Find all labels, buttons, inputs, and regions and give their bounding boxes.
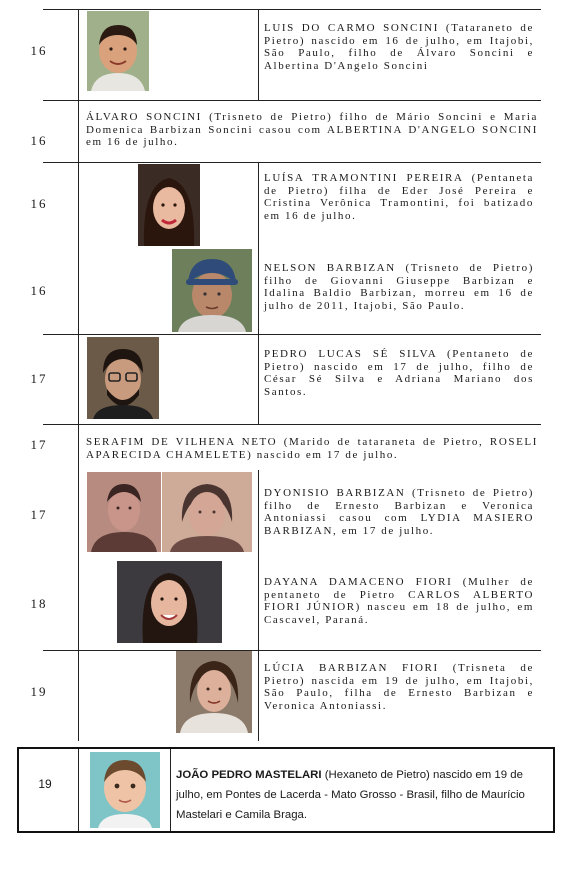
portrait-icon <box>87 337 159 419</box>
last-divider-2 <box>170 749 171 831</box>
entry-text: NELSON BARBIZAN (Trisneto de Pietro) filho de Giovanni Giuseppe Barbizan e Idalina Baldio Barbizan, morreu em 16 de julho de 2011, Itajobi, São Paulo. <box>264 262 534 312</box>
photo-nelson-barbizan <box>172 249 252 332</box>
column-divider-left <box>78 9 79 741</box>
table-top-border <box>43 9 541 10</box>
entry-name: JOÃO PEDRO MASTELARI <box>176 769 322 781</box>
photo-luis-soncini <box>87 11 149 91</box>
column-divider-right-4 <box>258 470 259 741</box>
entry-text: LUÍSA TRAMONTINI PEREIRA (Pentaneta de Pietro) filha de Eder José Pereira e Cristina Verônica Tramontini, foi batizado em 16 de julho. <box>264 172 534 222</box>
last-divider-1 <box>78 749 79 831</box>
entry-text: DYONISIO BARBIZAN (Trisneto de Pietro) filho de Ernesto Barbizan e Veronica Antoniassi casou com LYDIA MASIERO BARBIZAN, em 17 de julho. <box>264 487 534 537</box>
column-divider-right-1 <box>258 9 259 100</box>
entry-text: ÁLVARO SONCINI (Trisneto de Pietro) filho de Mário Soncini e Maria Domenica Barbizan Soncini casou com ALBERTINA D'ANGELO SONCINI em 16 de julho. <box>86 111 538 148</box>
photo-lydia-barbizan <box>162 472 252 552</box>
entry-description: (Hexaneto de Pietro) nascido em 19 de julho, em Pontes de Lacerda - Mato Grosso - Brasil, filho de Maurício Mastelari e Camila Braga. <box>176 769 525 821</box>
entry-day: 19 <box>38 777 52 791</box>
entry-text: LÚCIA BARBIZAN FIORI (Trisneta de Pietro) nascida em 19 de julho, em Itajobi, São Paulo, filha de Ernesto Barbizan e Veronica Antoniassi. <box>264 662 534 712</box>
row-separator <box>43 334 541 335</box>
photo-lucia-fiori <box>176 651 252 733</box>
row-separator <box>43 100 541 101</box>
portrait-icon <box>176 651 252 733</box>
entry-text: SERAFIM DE VILHENA NETO (Marido de tataraneta de Pietro, ROSELI APARECIDA CHAMELETE) nascido em 17 de julho. <box>86 436 538 461</box>
portrait-icon <box>117 561 222 643</box>
entry-day: 16 <box>30 196 48 211</box>
column-divider-right-3 <box>258 334 259 424</box>
row-separator <box>43 650 541 651</box>
entry-day: 16 <box>30 283 48 298</box>
entry-text: LUIS DO CARMO SONCINI (Tataraneto de Pietro) nascido em 16 de julho, em Itajobi, São Paulo, filho de Álvaro Soncini e Albertina D'Angelo Soncini <box>264 22 534 72</box>
entry-text <box>176 765 548 825</box>
photo-dyonisio-barbizan <box>87 472 161 552</box>
column-divider-right-2 <box>258 162 259 334</box>
row-separator <box>43 424 541 425</box>
portrait-icon <box>87 11 149 91</box>
photo-pedro-silva <box>87 337 159 419</box>
entry-day: 19 <box>30 684 48 699</box>
portrait-icon <box>162 472 252 552</box>
portrait-icon <box>87 472 161 552</box>
portrait-icon <box>138 164 200 246</box>
portrait-icon <box>172 249 252 332</box>
entry-day: 18 <box>30 596 48 611</box>
entry-day: 17 <box>30 371 48 386</box>
row-separator <box>43 162 541 163</box>
entry-day: 16 <box>30 133 48 148</box>
photo-luisa-pereira <box>138 164 200 246</box>
entry-day: 17 <box>30 507 48 522</box>
entry-text: PEDRO LUCAS SÉ SILVA (Pentaneto de Pietro) nascido em 17 de julho, filho de César Sé Silva e Adriana Mariano dos Santos. <box>264 348 534 398</box>
portrait-icon <box>90 752 160 828</box>
entry-text: DAYANA DAMACENO FIORI (Mulher de pentaneto de Pietro CARLOS ALBERTO FIORI JÚNIOR) nasceu em 18 de julho, em Cascavel, Paraná. <box>264 576 534 626</box>
entry-day: 16 <box>30 43 48 58</box>
entry-day: 17 <box>30 437 48 452</box>
photo-dayana-fiori <box>117 561 222 643</box>
photo-joao-mastelari <box>90 752 160 828</box>
